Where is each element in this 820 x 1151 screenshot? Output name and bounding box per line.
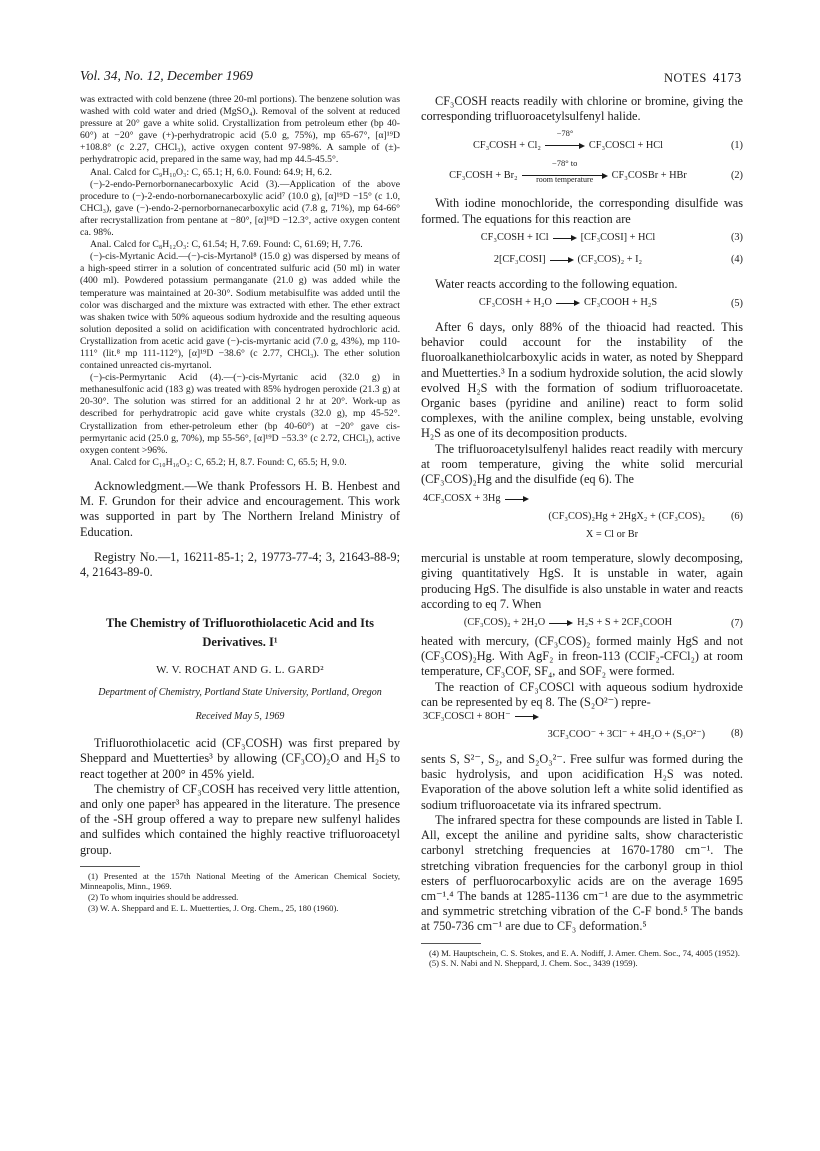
running-header-right [664, 70, 742, 86]
eq-rhs: H₂S + S + 2CF₃COOH [577, 617, 673, 629]
equation-number: (8) [730, 728, 743, 740]
footnote: (3) W. A. Sheppard and E. L. Muetterties, J. Org. Chem., 25, 180 (1960). [88, 902, 339, 913]
footnote-rule [80, 866, 140, 867]
exp-paragraph: (−)-2-endo-Pernorbornanecarboxylic Acid (3).—Application of the above procedure to (−)-2-endo-norbornanecarboxylic acid⁷ (10.0 g), [α]¹⁹D −15° (c 1.0, CHCl₃), gave (−)-endo-2-pernorbornanecarboxylic acid (7.8 g, 71%), mp 64-66° after recrystallization from pentane at −80°, [α]¹⁹D −12.3°, active oxygen content ca. 98%. [80, 178, 400, 239]
reaction-arrow [505, 493, 529, 504]
arrow-condition: −78° to [551, 157, 578, 168]
eq-rhs: CF₃COSCl + HCl [588, 139, 663, 151]
footnotes-right [421, 948, 743, 969]
intro-paragraph: The chemistry of CF₃COSH has received very little attention, and only one paper³ has appeared in the literature. The presence of the -SH group offered a way to prepare new sulfenyl halides and sulfides which contained the highly reactive trifluoroacetyl group. [80, 781, 400, 857]
footnote: (2) To whom inquiries should be addressed. [88, 891, 239, 902]
equation-note: X = Cl or Br [585, 529, 639, 541]
eq-rhs: CF₃COSBr + HBr [611, 169, 687, 181]
arrow-condition: −78° [556, 127, 574, 138]
equation-2 [421, 157, 743, 190]
reaction-arrow [545, 127, 585, 151]
section-label: NOTES [664, 71, 707, 85]
eq-lhs: CF₃COSH + Br₂ [449, 169, 518, 181]
eq-lhs: 2[CF₃COSI] [493, 254, 546, 266]
eq-lhs: CF₃COSH + Cl₂ [472, 139, 541, 151]
exp-paragraph: Anal. Calcd for C₉H₁₀O₃: C, 65.1; H, 6.0. Found: 64.9; H, 6.2. [90, 166, 332, 178]
eq-rhs: (CF₃COS)₂ + I₂ [577, 254, 643, 266]
body-paragraph: The trifluoroacetylsulfenyl halides react readily with mercury at room temperature, giving the white solid mercurial (CF₃COS)₂Hg and the disulfide (eq 6). The [421, 441, 743, 487]
acknowledgment: Acknowledgment.—We thank Professors H. B. Henbest and M. F. Grundon for their advice and encouragement. This work was supported in part by The Northern Ireland Ministry of Education. [80, 478, 400, 539]
intro-paragraph: Trifluorothiolacetic acid (CF₃COSH) was first prepared by Sheppard and Muetterties³ by allowing (CF₃CO)₂O and H₂S to react together at 200° in 45% yield. [80, 736, 400, 781]
arrow-condition: room temperature [536, 174, 594, 184]
equation-number: (5) [730, 297, 743, 309]
body-paragraph: sents S, S²⁻, S₂, and S₂O₃²⁻. Free sulfur was formed during the basic hydrolysis, and upon acidification H₂S was noted. Evaporation of the above solution left a white solid identified as sodium trifluoroacetate via its infrared spectrum. [421, 752, 743, 812]
exp-paragraph: was extracted with cold benzene (three 20-ml portions). The benzene solution was washed with cold water and dried (MgSO₄). Removal of the solvent at reduced pressure at 20° gave a white solid. Crystallization from petroleum ether (bp 40-60°) at −20° gave (+)-perhydratropic acid (5.0 g, 75%), mp 65-67°, [α]¹⁹D +108.8° (c 2.27, CHCl₃), active oxygen content 97-98%. A sample of (±)-perhydratropic acid, prepared in the same way, had mp 44.5-45.5°. [80, 94, 400, 166]
equation-7 [421, 612, 743, 634]
equation-number: (3) [730, 232, 743, 244]
equation-5 [421, 292, 743, 314]
footnote: (4) M. Hauptschein, C. S. Stokes, and E. A. Nodiff, J. Amer. Chem. Soc., 74, 4005 (1952). [429, 947, 740, 958]
footnote: (1) Presented at the 157th National Meeting of the American Chemical Society, Minneapolis, Minn., 1969. [80, 870, 400, 892]
equation-number: (2) [730, 169, 743, 181]
eq-lhs: (CF₃COS)₂ + 2H₂O [463, 617, 546, 629]
equation-number: (4) [730, 254, 743, 266]
left-column [80, 94, 400, 913]
page-number: 4173 [712, 70, 742, 85]
affiliation: Department of Chemistry, Portland State University, Portland, Oregon [98, 687, 382, 699]
exp-paragraph: (−)-cis-Permyrtanic Acid (4).—(−)-cis-Myrtanic acid (32.0 g) in methanesulfonic acid (183 g) was treated with 85% hydrogen peroxide (21.3 g) at 20-30°. The solution was stirred for an additional 2 hr at 20°. Work-up as described for perhydratropic acid gave white crystals (32.0 g), mp 45-52°. Crystallization from ether-petroleum ether (bp 40-60°) at −20° gave cis-permyrtanic acid (25.0 g, 70%), mp 55-56°, [α]¹⁹D −53.3° (c 2.72, CHCl₃), active oxygen content >96%. [80, 372, 400, 456]
registry-numbers: Registry No.—1, 16211-85-1; 2, 19773-77-4; 3, 21643-88-9; 4, 21643-89-0. [80, 549, 400, 579]
running-header-journal: Vol. 34, No. 12, December 1969 [80, 68, 253, 83]
eq-rhs: 3CF₃COO⁻ + 3Cl⁻ + 4H₂O + (S₃O²⁻) [547, 729, 705, 741]
footnote-rule [421, 943, 481, 944]
exp-paragraph: (−)-cis-Myrtanic Acid.—(−)-cis-Myrtanol⁸ (15.0 g) was dispersed by means of a high-speed stirrer in a solution of concentrated sulfuric acid (50 ml) in water (400 ml). Powdered potassium permanganate (21.0 g) was added while the temperature was maintained at 20-30°. Sodium metabisulfite was added until the color was discharged and the mixture was extracted with ether. The ether extract was shaken twice with 50% aqueous sodium hydroxide and the resulting aqueous solution deposited a solid on acidification with concentrated hydrochloric acid. Crystallization from acetic acid gave (−)-cis-myrtanic acid (7.0 g, 43%), mp 110-111° (lit.⁸ mp 111-112°), [α]¹⁹D −38.6° (c 2.77, CHCl₃). The ether solution contained unreacted cis-myrtanol. [80, 251, 400, 372]
equation-3 [421, 227, 743, 249]
eq-rhs: [CF₃COSI] + HCl [580, 232, 656, 244]
body-paragraph: mercurial is unstable at room temperature, slowly decomposing, giving quantitatively HgS. It is unstable in water, again producing HgS. The disulfide is also unstable in water and reacts according to eq 7. When [421, 551, 743, 611]
reaction-arrow [515, 711, 539, 722]
reaction-arrow [549, 618, 573, 629]
equation-6 [421, 493, 743, 545]
equation-1 [421, 127, 743, 160]
reaction-arrow [550, 254, 574, 265]
body-paragraph: After 6 days, only 88% of the thioacid had reacted. This behavior could account for the instability of the fluoroalkanethiolcarboxylic acids in water, as noted by Sheppard and Muetterties.³ In a sodium hydroxide solution, the acid slowly evolved H₂S with the formation of sodium trifluoroacetate. Organic bases (pyridine and aniline) react to form solid complexes, with the aniline complex, being unstable, evolving H₂S as one of its decomposition products. [421, 320, 743, 441]
footnotes-left [80, 871, 400, 913]
body-paragraph: The reaction of CF₃COSCl with aqueous sodium hydroxide can be represented by eq 8. The (S₂O²⁻) repre- [421, 679, 743, 709]
article-title: The Chemistry of Trifluorothiolacetic Acid and Its Derivatives. I¹ [105, 616, 375, 650]
reaction-arrow [556, 298, 580, 309]
body-paragraph: With iodine monochloride, the corresponding disulfide was formed. The equations for this reaction are [421, 196, 743, 226]
eq-rhs: CF₃COOH + H₂S [584, 297, 658, 309]
equation-number: (1) [730, 139, 743, 151]
footnote: (5) S. N. Nabi and N. Sheppard, J. Chem. Soc., 3439 (1959). [429, 958, 638, 969]
body-paragraph: heated with mercury, (CF₃COS)₂ formed mainly HgS and not (CF₃COS)₂Hg. With AgF₂ in freon-113 (CClF₂-CFCl₂) at room temperature, CF₃COF, SF₄, and SOF₂ were formed. [421, 634, 743, 679]
article-authors: W. V. ROCHAT AND G. L. GARD² [156, 664, 324, 677]
body-paragraph: CF₃COSH reacts readily with chlorine or bromine, giving the corresponding trifluoroacetylsulfenyl halide. [421, 94, 743, 124]
eq-lhs: 4CF₃COSX + 3Hg [423, 493, 501, 505]
equation-4 [421, 249, 743, 271]
equation-8 [421, 710, 743, 746]
equation-number: (7) [730, 617, 743, 629]
body-paragraph: Water reacts according to the following equation. [435, 276, 678, 291]
exp-paragraph: Anal. Calcd for C₁₀H₁₆O₃: C, 65.2; H, 8.7. Found: C, 65.5; H, 9.0. [90, 456, 347, 468]
eq-lhs: CF₃COSH + ICl [480, 232, 549, 244]
right-column [421, 94, 743, 969]
received-date: Received May 5, 1969 [195, 711, 285, 723]
reaction-arrow [553, 232, 577, 243]
eq-lhs: 3CF₃COSCl + 8OH⁻ [423, 711, 511, 723]
equation-number: (6) [730, 511, 743, 523]
reaction-arrow [522, 157, 608, 184]
eq-rhs: (CF₃COS)₂Hg + 2HgX₂ + (CF₃COS)₂ [548, 511, 705, 523]
eq-lhs: CF₃COSH + H₂O [478, 297, 552, 309]
exp-paragraph: Anal. Calcd for C₈H₁₂O₃: C, 61.54; H, 7.69. Found: C, 61.69; H, 7.76. [90, 239, 363, 251]
experimental-section [80, 94, 400, 469]
body-paragraph: The infrared spectra for these compounds are listed in Table I. All, except the aniline and pyridine salts, show characteristic carbonyl stretching frequencies at 1670-1780 cm⁻¹. The stretching vibration frequencies for the carbonyl group in thiol esters of perfluorocarboxylic acids are on the average 1695 cm⁻¹.⁴ The bands at 1285-1136 cm⁻¹ are due to the asymmetric and symmetric stretching vibration of the C-F bond.⁵ The bands at 750-736 cm⁻¹ are due to CF₃ deformation.⁵ [421, 812, 743, 934]
